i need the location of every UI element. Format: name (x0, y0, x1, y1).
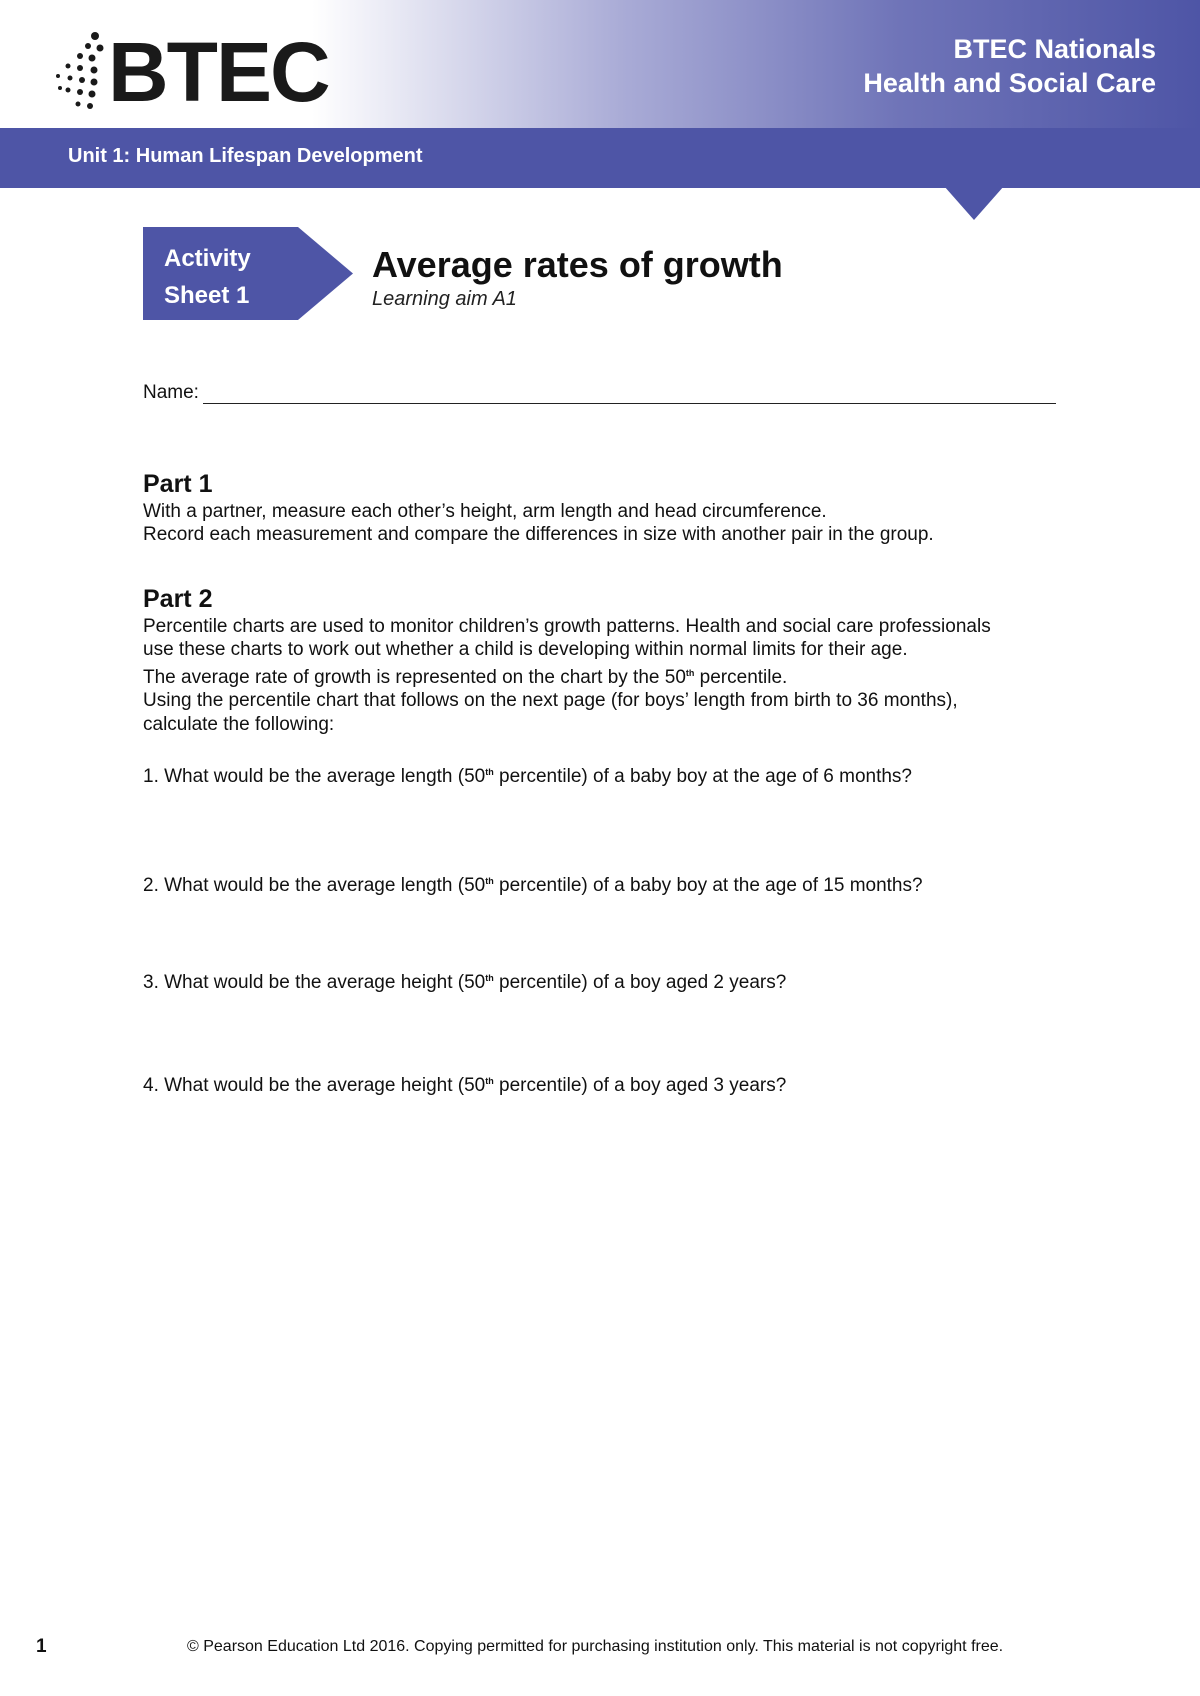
question-text: percentile) of a boy aged 3 years? (493, 1075, 787, 1096)
name-field-line[interactable] (203, 403, 1056, 404)
part1-line: Record each measurement and compare the differences in size with another pair in the group. (143, 524, 934, 546)
part1-line: With a partner, measure each other’s height, arm length and head circumference. (143, 501, 827, 522)
brand-line-1: BTEC Nationals (953, 34, 1156, 64)
part2-line: Percentile charts are used to monitor children’s growth patterns. Health and social care professionals (143, 616, 991, 637)
question-text: 1. What would be the average length (50 (143, 766, 486, 787)
part2-line: calculate the following: (143, 713, 335, 735)
part2-line3-prefix: The average rate of growth is represented on the chart by the 50 (143, 666, 686, 688)
page-number: 1 (36, 1636, 47, 1657)
question-text: 4. What would be the average height (50 (143, 1075, 486, 1096)
question-2 (143, 875, 923, 897)
question-text: percentile) of a boy aged 2 years? (493, 972, 787, 993)
question-text: percentile) of a baby boy at the age of 6 months? (493, 766, 913, 787)
brand-line-2: Health and Social Care (863, 68, 1156, 98)
name-label: Name: (143, 382, 199, 403)
question-text: percentile) of a baby boy at the age of 15 months? (493, 875, 923, 896)
ordinal-suffix: th (485, 1076, 494, 1086)
ordinal-suffix: th (685, 667, 695, 678)
part2-line: use these charts to work out whether a child is developing within normal limits for their age. (143, 639, 908, 661)
part1-heading: Part 1 (143, 470, 213, 498)
logo-text: BTEC (108, 25, 329, 119)
activity-tag-line-2: Sheet 1 (164, 282, 250, 309)
part2-line3-suffix: percentile. (694, 666, 788, 688)
part2-heading: Part 2 (143, 585, 213, 613)
part2-body (143, 615, 1063, 736)
part1-body (143, 500, 1063, 547)
question-1 (143, 766, 912, 788)
ordinal-suffix: th (485, 876, 494, 886)
unit-bar-notch (944, 186, 1004, 220)
question-text: 2. What would be the average length (50 (143, 875, 486, 896)
learning-aim: Learning aim A1 (372, 288, 517, 310)
ordinal-suffix: th (485, 973, 494, 983)
brand-title (863, 32, 1156, 100)
question-3 (143, 972, 786, 994)
part2-line: Using the percentile chart that follows on the next page (for boys’ length from birth to 36 months), (143, 690, 958, 712)
activity-sheet-label (164, 240, 251, 314)
ordinal-suffix: th (485, 767, 494, 777)
part2-line (143, 662, 1063, 689)
unit-title: Unit 1: Human Lifespan Development (68, 145, 423, 167)
question-text: 3. What would be the average height (50 (143, 972, 486, 993)
activity-tag-line-1: Activity (164, 245, 251, 272)
page-title: Average rates of growth (372, 244, 783, 285)
question-4 (143, 1075, 786, 1097)
footer-copyright: © Pearson Education Ltd 2016. Copying permitted for purchasing institution only. This material is not copyright free. (187, 1638, 1004, 1655)
